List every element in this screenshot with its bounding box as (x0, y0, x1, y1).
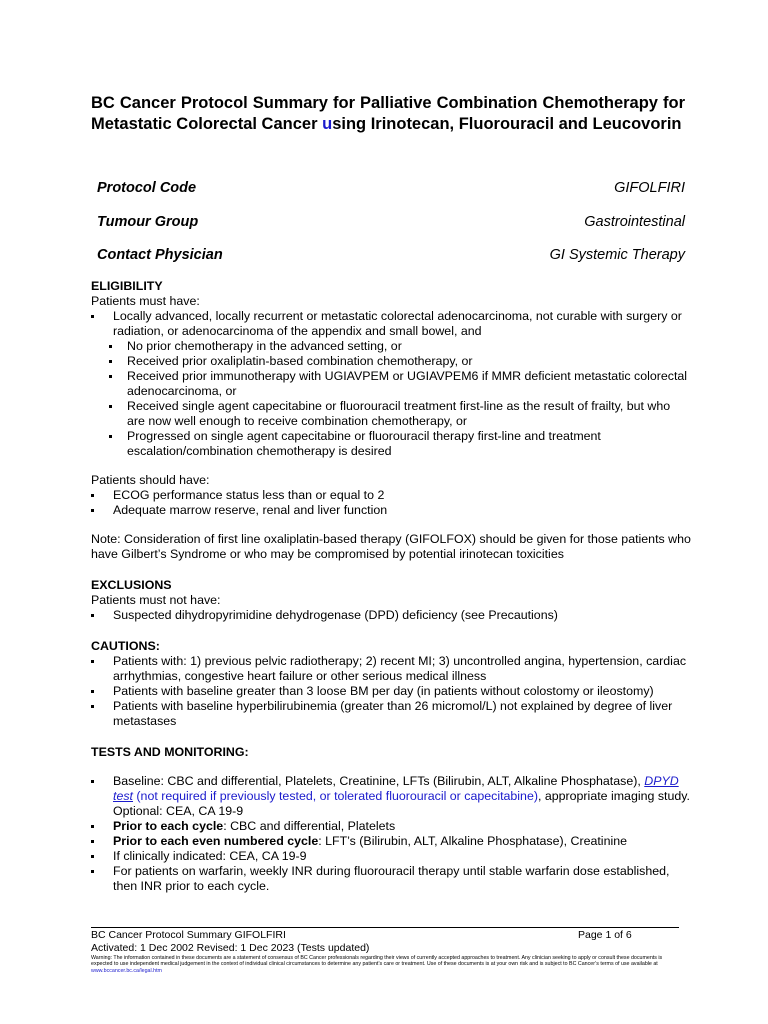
footer-info (91, 929, 369, 955)
eligibility-list (91, 309, 691, 459)
tumour-group-value: Gastrointestinal (584, 214, 685, 230)
cautions-list (91, 654, 691, 729)
page-number: Page 1 of 6 (578, 929, 632, 941)
cautions-item: Patients with baseline greater than 3 loose BM per day (in patients without colostomy or ileostomy) (91, 684, 691, 699)
contact-physician-value: GI Systemic Therapy (549, 247, 685, 263)
tumour-group-label: Tumour Group (97, 214, 199, 230)
should-have-item: Adequate marrow reserve, renal and liver function (91, 503, 691, 518)
should-have-intro: Patients should have: (91, 473, 210, 487)
baseline-text: Baseline: CBC and differential, Platelets, Creatinine, LFTs (Bilirubin, ALT, Alkaline Phosphatase), (113, 774, 645, 788)
cautions-item: Patients with baseline hyperbilirubinemia (greater than 26 micromol/L) not explained by degree of liver metastases (91, 699, 691, 729)
tests-baseline-item (91, 774, 691, 819)
tests-even-cycle-item (91, 834, 691, 849)
should-have-item: ECOG performance status less than or equal to 2 (91, 488, 691, 503)
exclusions-item: Suspected dihydropyrimidine dehydrogenase (DPD) deficiency (see Precautions) (91, 608, 691, 623)
tests-list (91, 774, 691, 894)
tests-warfarin-item: For patients on warfarin, weekly INR during fluorouracil therapy until stable warfarin dose established, then INR prior to each cycle. (91, 864, 691, 894)
contact-physician-label: Contact Physician (97, 247, 223, 263)
tests-cycle-item (91, 819, 691, 834)
protocol-code-row (97, 180, 685, 200)
tests-heading: TESTS AND MONITORING: (91, 745, 249, 759)
tumour-group-row (97, 214, 685, 234)
should-have-list (91, 488, 691, 518)
document-title (91, 93, 685, 134)
cautions-heading: CAUTIONS: (91, 639, 160, 653)
footer-divider (91, 927, 679, 928)
contact-physician-row (97, 247, 685, 267)
title-part-1: BC Cancer Protocol Summary for Palliative Combination Chemotherapy for Metastatic Colorectal Cancer (91, 94, 685, 133)
eligibility-intro: Patients must have: (91, 294, 200, 308)
dpyd-test-note: (not required if previously tested, or tolerated fluorouracil or capecitabine) (132, 789, 538, 803)
exclusions-list (91, 608, 691, 623)
even-cycle-label: Prior to each even numbered cycle (113, 834, 319, 848)
protocol-code-label: Protocol Code (97, 180, 197, 196)
eligibility-main-item: Locally advanced, locally recurrent or metastatic colorectal adenocarcinoma, not curable with surgery or radiation, or adenocarcinoma of the appendix and small bowel, and (91, 309, 691, 339)
cautions-item: Patients with: 1) previous pelvic radiotherapy; 2) recent MI; 3) uncontrolled angina, hypertension, cardiac arrhythmias, congestive heart failure or other serious medical illness (91, 654, 691, 684)
exclusions-intro: Patients must not have: (91, 593, 221, 607)
eligibility-sub-item: No prior chemotherapy in the advanced setting, or (91, 339, 691, 354)
footer-dates: Activated: 1 Dec 2002 Revised: 1 Dec 2023 (Tests updated) (91, 942, 370, 954)
legal-link[interactable]: www.bccancer.bc.ca/legal.htm (91, 967, 162, 974)
eligibility-sub-item: Received prior immunotherapy with UGIAVPEM or UGIAVPEM6 if MMR deficient metastatic colorectal adenocarcinoma, or (91, 369, 691, 399)
footer-disclaimer (91, 955, 681, 974)
title-accent-letter: u (322, 114, 333, 133)
even-cycle-text: : LFT’s (Bilirubin, ALT, Alkaline Phosphatase), Creatinine (318, 834, 627, 848)
eligibility-sub-item: Progressed on single agent capecitabine or fluorouracil therapy first-line and treatment escalation/combination chemotherapy is desired (91, 429, 691, 459)
dpyd-test-link[interactable]: DPYD test (113, 774, 679, 803)
eligibility-note: Note: Consideration of first line oxaliplatin-based therapy (GIFOLFOX) should be given for those patients who have Gilbert’s Syndrome or who may be compromised by potential irinotecan toxicities (91, 532, 691, 561)
disclaimer-text: Warning: The information contained in these documents are a statement of consensus of BC Cancer professionals regarding their views of currently accepted approaches to treatment. Any clinician seeking to apply or consult these documents is expected to use independent medical judgement in the context of individual clinical circumstances to determine any patient’s care or treatment. Use of these documents is at your own risk and is subject to BC Cancer’s terms of use available at (91, 955, 663, 968)
exclusions-heading: EXCLUSIONS (91, 578, 172, 592)
title-part-2: sing Irinotecan, Fluorouracil and Leucovorin (332, 114, 682, 133)
eligibility-heading: ELIGIBILITY (91, 279, 163, 293)
baseline-text-end: , appropriate imaging study. Optional: CEA, CA 19-9 (113, 789, 690, 818)
document-body (91, 279, 691, 894)
cycle-label: Prior to each cycle (113, 819, 224, 833)
footer-doc-name: BC Cancer Protocol Summary GIFOLFIRI (91, 929, 286, 941)
eligibility-sub-item: Received prior oxaliplatin-based combination chemotherapy, or (91, 354, 691, 369)
tests-clinical-item: If clinically indicated: CEA, CA 19-9 (91, 849, 691, 864)
protocol-code-value: GIFOLFIRI (614, 180, 685, 196)
cycle-text: : CBC and differential, Platelets (223, 819, 396, 833)
eligibility-sub-item: Received single agent capecitabine or fluorouracil treatment first-line as the result of frailty, but who are now well enough to receive combination chemotherapy, or (91, 399, 691, 429)
